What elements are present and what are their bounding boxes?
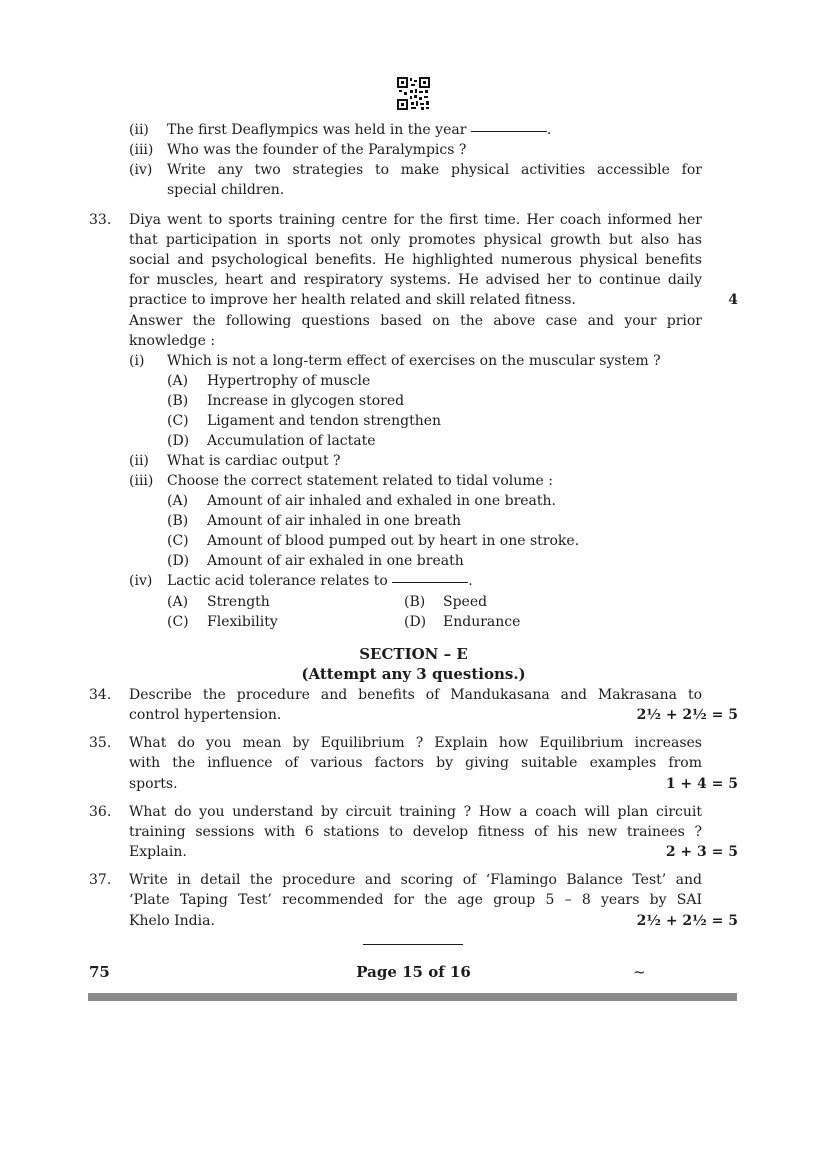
answer-blank (471, 131, 547, 132)
question-marks: 2½ + 2½ = 5 (636, 913, 738, 929)
option-text: Increase in glycogen stored (207, 393, 405, 409)
instruction-text: Answer the following questions based on the above case and your prior (129, 313, 702, 329)
question-text: What do you understand by circuit training ? How a coach will plan circuit (129, 804, 702, 820)
sub-question-number: (iv) (129, 573, 153, 589)
end-rule (363, 944, 463, 945)
case-text: Diya went to sports training centre for the first time. Her coach informed her (129, 212, 702, 228)
case-text: that participation in sports not only promotes physical growth but also has (129, 232, 702, 248)
sub-question-number: (iii) (129, 142, 154, 158)
option-label: (C) (167, 413, 189, 429)
option-label: (C) (167, 533, 189, 549)
option-label: (B) (167, 513, 189, 529)
option-text: Amount of air inhaled in one breath (207, 513, 462, 529)
sub-question-number: (ii) (129, 453, 149, 469)
sub-question-number: (iv) (129, 162, 153, 178)
question-marks: 2 + 3 = 5 (665, 844, 738, 860)
question-marks: 1 + 4 = 5 (665, 776, 738, 792)
sub-question-text: Which is not a long-term effect of exercises on the muscular system ? (167, 353, 661, 369)
option-text: Amount of air exhaled in one breath (207, 553, 464, 569)
question-text: sports. (129, 776, 178, 792)
question-text: Write in detail the procedure and scoring of ‘Flamingo Balance Test’ and (129, 872, 702, 888)
option-label: (A) (167, 493, 189, 509)
sub-question-text: The first Deaflympics was held in the year . (167, 122, 552, 138)
option-text: Endurance (443, 614, 521, 630)
question-number: 34. (89, 687, 112, 703)
answer-blank (392, 582, 468, 583)
sub-question-text: Write any two strategies to make physical activities accessible for (167, 162, 702, 178)
option-label: (B) (167, 393, 189, 409)
paper-code: 75 (89, 963, 110, 981)
option-text: Flexibility (207, 614, 278, 630)
option-text: Amount of blood pumped out by heart in one stroke. (207, 533, 580, 549)
sub-question-text: Choose the correct statement related to tidal volume : (167, 473, 553, 489)
sub-question-text: special children. (167, 182, 285, 198)
question-marks: 4 (728, 292, 738, 308)
sub-question-number: (iii) (129, 473, 154, 489)
option-text: Speed (443, 594, 488, 610)
option-text: Hypertrophy of muscle (207, 373, 371, 389)
case-text: practice to improve her health related and skill related fitness. (129, 292, 576, 308)
question-marks: 2½ + 2½ = 5 (636, 707, 738, 723)
option-label: (D) (167, 433, 190, 449)
sub-question-text: What is cardiac output ? (167, 453, 341, 469)
footer-mark: ~ (633, 963, 646, 981)
footer-bar (88, 993, 737, 1001)
option-label: (A) (167, 594, 189, 610)
question-text: Khelo India. (129, 913, 215, 929)
option-text: Strength (207, 594, 270, 610)
question-text: Explain. (129, 844, 187, 860)
question-text: Describe the procedure and benefits of Mandukasana and Makrasana to (129, 687, 702, 703)
question-text: control hypertension. (129, 707, 282, 723)
sub-question-text: Lactic acid tolerance relates to . (167, 573, 473, 589)
option-label: (D) (167, 553, 190, 569)
question-text: ‘Plate Taping Test’ recommended for the age group 5 – 8 years by SAI (129, 892, 702, 908)
option-text: Ligament and tendon strengthen (207, 413, 442, 429)
section-title: SECTION – E (359, 645, 468, 663)
question-number: 35. (89, 735, 112, 751)
question-number: 37. (89, 872, 112, 888)
question-number: 33. (89, 212, 112, 228)
option-text: Accumulation of lactate (207, 433, 376, 449)
sub-question-number: (i) (129, 353, 145, 369)
section-subtitle: (Attempt any 3 questions.) (301, 665, 526, 683)
sub-question-text: Who was the founder of the Paralympics ? (167, 142, 467, 158)
question-text: with the influence of various factors by giving suitable examples from (129, 755, 702, 771)
option-label: (A) (167, 373, 189, 389)
sub-question-number: (ii) (129, 122, 149, 138)
instruction-text: knowledge : (129, 333, 216, 349)
question-text: training sessions with 6 stations to develop fitness of his new trainees ? (129, 824, 702, 840)
case-text: for muscles, heart and respiratory systems. He advised her to continue daily (129, 272, 702, 288)
question-number: 36. (89, 804, 112, 820)
qr-code-icon (397, 77, 430, 110)
option-label: (D) (404, 614, 427, 630)
option-text: Amount of air inhaled and exhaled in one breath. (207, 493, 556, 509)
option-label: (B) (404, 594, 426, 610)
option-label: (C) (167, 614, 189, 630)
case-text: social and psychological benefits. He highlighted numerous physical benefits (129, 252, 702, 268)
question-text: What do you mean by Equilibrium ? Explain how Equilibrium increases (129, 735, 702, 751)
page-number: Page 15 of 16 (356, 963, 471, 981)
